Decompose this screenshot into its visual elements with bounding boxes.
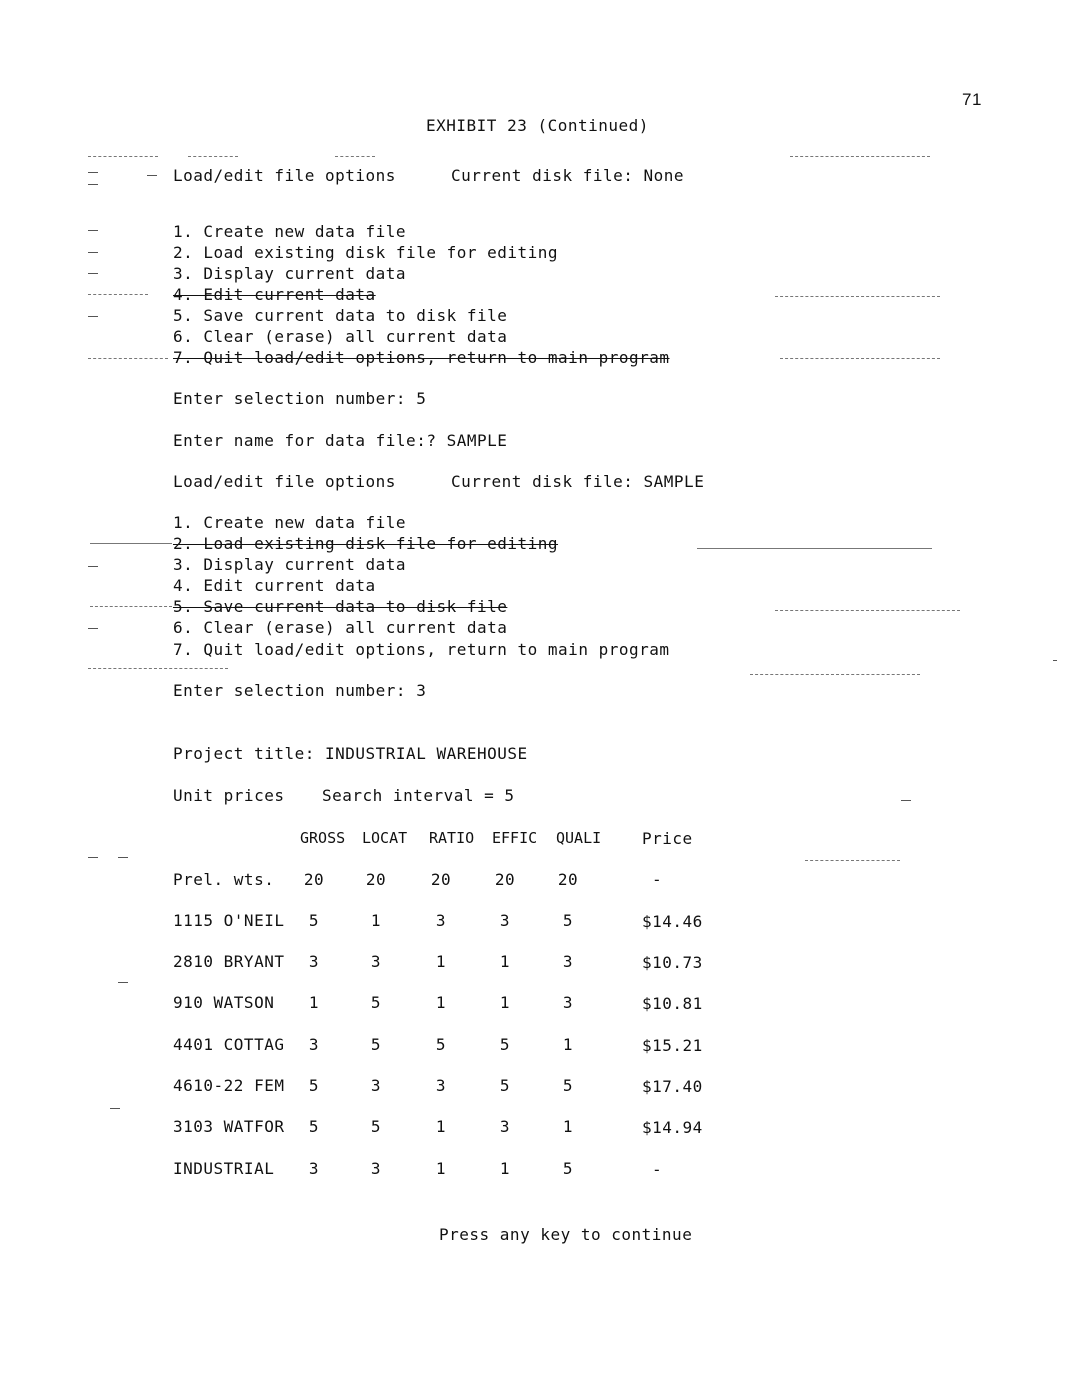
column-header: GROSS bbox=[300, 829, 346, 847]
artifact-line bbox=[775, 296, 940, 297]
screen2-menu-item-6: 6. Clear (erase) all current data bbox=[173, 618, 508, 637]
artifact-line bbox=[88, 156, 158, 157]
cell: 20 bbox=[557, 870, 579, 889]
exhibit-title: EXHIBIT 23 (Continued) bbox=[426, 116, 649, 135]
artifact-line bbox=[88, 358, 168, 359]
column-header: LOCAT bbox=[362, 829, 408, 847]
screen2-header-right: Current disk file: SAMPLE bbox=[451, 472, 705, 491]
artifact-tick bbox=[88, 252, 98, 253]
screen1-menu-item-4: 4. Edit current data bbox=[173, 285, 376, 304]
artifact-line bbox=[750, 674, 920, 675]
artifact-tick bbox=[88, 230, 98, 231]
artifact-tick bbox=[88, 628, 98, 629]
artifact-tick bbox=[88, 273, 98, 274]
cell: 3 bbox=[499, 911, 511, 930]
cell: 20 bbox=[303, 870, 325, 889]
screen1-menu-item-6: 6. Clear (erase) all current data bbox=[173, 327, 508, 346]
cell: 5 bbox=[370, 1035, 382, 1054]
screen1-selection-prompt: Enter selection number: 5 bbox=[173, 389, 427, 408]
cell: 5 bbox=[308, 1076, 320, 1095]
artifact-line bbox=[697, 548, 932, 549]
cell: 5 bbox=[562, 911, 574, 930]
cell: 3 bbox=[499, 1117, 511, 1136]
screen1-menu-item-1: 1. Create new data file bbox=[173, 222, 407, 241]
artifact-tick bbox=[118, 982, 128, 983]
artifact-line bbox=[88, 668, 228, 669]
cell: 5 bbox=[499, 1035, 511, 1054]
cell: 3 bbox=[308, 1035, 320, 1054]
continue-prompt: Press any key to continue bbox=[439, 1225, 693, 1244]
cell: 5 bbox=[562, 1076, 574, 1095]
artifact-line bbox=[88, 294, 148, 295]
artifact-tick bbox=[88, 566, 98, 567]
project-title: Project title: INDUSTRIAL WAREHOUSE bbox=[173, 744, 528, 763]
price-cell: $10.73 bbox=[642, 953, 703, 972]
artifact-tick bbox=[901, 800, 911, 801]
cell: 1 bbox=[435, 1159, 447, 1178]
artifact-line bbox=[775, 610, 960, 611]
screen1-menu-item-5: 5. Save current data to disk file bbox=[173, 306, 508, 325]
row-label: 910 WATSON bbox=[173, 993, 275, 1012]
artifact-tick bbox=[1053, 660, 1057, 661]
row-label: INDUSTRIAL bbox=[173, 1159, 275, 1178]
price-cell: $14.46 bbox=[642, 912, 703, 931]
screen2-selection-prompt: Enter selection number: 3 bbox=[173, 681, 427, 700]
cell: 5 bbox=[499, 1076, 511, 1095]
cell: 20 bbox=[494, 870, 516, 889]
page-number: 71 bbox=[962, 90, 982, 109]
cell: 5 bbox=[308, 1117, 320, 1136]
cell: 20 bbox=[365, 870, 387, 889]
artifact-line bbox=[790, 156, 930, 157]
row-label: 1115 O'NEIL bbox=[173, 911, 285, 930]
cell: 5 bbox=[370, 1117, 382, 1136]
screen1-header-left: Load/edit file options bbox=[173, 166, 396, 185]
cell: 5 bbox=[435, 1035, 447, 1054]
cell: 1 bbox=[435, 952, 447, 971]
search-interval: Search interval = 5 bbox=[322, 786, 515, 805]
artifact-line bbox=[90, 606, 172, 607]
row-label: Prel. wts. bbox=[173, 870, 275, 889]
price-cell: $17.40 bbox=[642, 1077, 703, 1096]
column-header: EFFIC bbox=[492, 829, 538, 847]
cell: 5 bbox=[308, 911, 320, 930]
row-label: 3103 WATFOR bbox=[173, 1117, 285, 1136]
column-header: Price bbox=[642, 829, 693, 848]
screen2-header-left: Load/edit file options bbox=[173, 472, 396, 491]
screen2-menu-item-7: 7. Quit load/edit options, return to main program bbox=[173, 640, 670, 659]
cell: 5 bbox=[562, 1159, 574, 1178]
cell: 1 bbox=[435, 993, 447, 1012]
column-header: RATIO bbox=[429, 829, 475, 847]
screen2-menu-item-4: 4. Edit current data bbox=[173, 576, 376, 595]
artifact-tick bbox=[147, 175, 157, 176]
screen1-name-prompt: Enter name for data file:? SAMPLE bbox=[173, 431, 508, 450]
cell: 3 bbox=[370, 1076, 382, 1095]
artifact-tick bbox=[88, 316, 98, 317]
row-label: 2810 BRYANT bbox=[173, 952, 285, 971]
screen1-menu-item-2: 2. Load existing disk file for editing bbox=[173, 243, 559, 262]
artifact-tick bbox=[88, 857, 98, 858]
cell: 1 bbox=[435, 1117, 447, 1136]
artifact-line bbox=[805, 860, 900, 861]
price-cell: $15.21 bbox=[642, 1036, 703, 1055]
cell: 3 bbox=[435, 911, 447, 930]
cell: 20 bbox=[430, 870, 452, 889]
cell: 3 bbox=[370, 952, 382, 971]
screen1-menu-item-3: 3. Display current data bbox=[173, 264, 407, 283]
artifact-tick bbox=[110, 1108, 120, 1109]
cell: 3 bbox=[562, 993, 574, 1012]
unit-prices-label: Unit prices bbox=[173, 786, 285, 805]
artifact-line bbox=[780, 358, 940, 359]
price-cell: $10.81 bbox=[642, 994, 703, 1013]
row-label: 4610-22 FEM bbox=[173, 1076, 285, 1095]
price-cell: $14.94 bbox=[642, 1118, 703, 1137]
row-label: 4401 COTTAG bbox=[173, 1035, 285, 1054]
cell: 1 bbox=[499, 993, 511, 1012]
cell: 1 bbox=[499, 952, 511, 971]
price-cell: - bbox=[652, 1160, 663, 1179]
column-header: QUALI bbox=[556, 829, 602, 847]
screen2-menu-item-3: 3. Display current data bbox=[173, 555, 407, 574]
screen1-header-right: Current disk file: None bbox=[451, 166, 685, 185]
cell: 3 bbox=[308, 952, 320, 971]
cell: 5 bbox=[370, 993, 382, 1012]
screen2-menu-item-1: 1. Create new data file bbox=[173, 513, 407, 532]
screen1-menu-item-7: 7. Quit load/edit options, return to main program bbox=[173, 348, 670, 367]
cell: 3 bbox=[370, 1159, 382, 1178]
price-cell: - bbox=[652, 870, 663, 889]
cell: 1 bbox=[562, 1035, 574, 1054]
screen2-menu-item-2: 2. Load existing disk file for editing bbox=[173, 534, 559, 553]
cell: 1 bbox=[370, 911, 382, 930]
cell: 3 bbox=[435, 1076, 447, 1095]
cell: 1 bbox=[308, 993, 320, 1012]
artifact-tick bbox=[118, 857, 128, 858]
artifact-tick bbox=[88, 172, 98, 173]
artifact-tick bbox=[88, 184, 98, 185]
artifact-line bbox=[188, 156, 238, 157]
cell: 1 bbox=[562, 1117, 574, 1136]
artifact-line bbox=[90, 543, 172, 544]
cell: 3 bbox=[562, 952, 574, 971]
cell: 1 bbox=[499, 1159, 511, 1178]
cell: 3 bbox=[308, 1159, 320, 1178]
artifact-line bbox=[335, 156, 375, 157]
screen2-menu-item-5: 5. Save current data to disk file bbox=[173, 597, 508, 616]
